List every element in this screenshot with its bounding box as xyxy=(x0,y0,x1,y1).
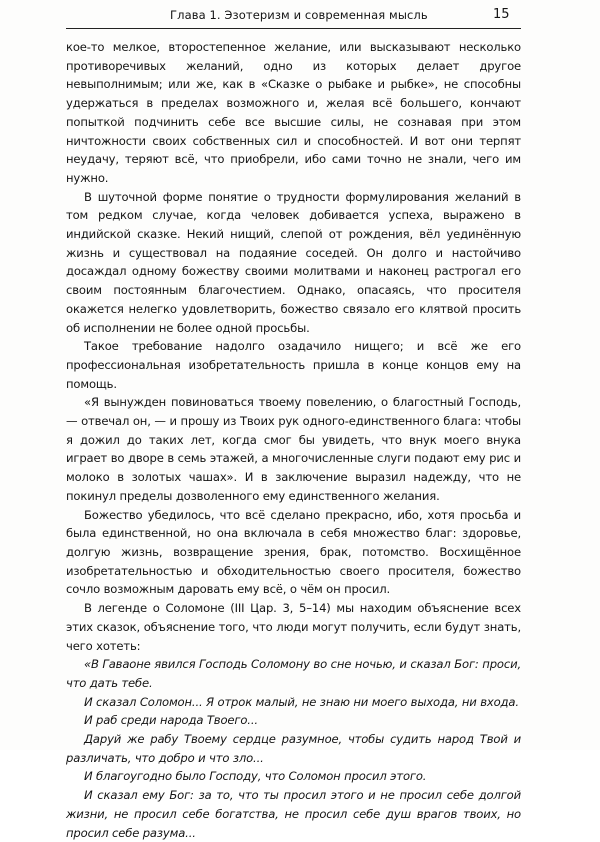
paragraph: В шуточной форме понятие о трудности формулирования желаний в том редком случае, когда человек добивается успеха, выражено в индийской сказке. Некий нищий, слепой от рождения, вёл уединённую жизнь и существовал на подаяние соседей. Он долго и настойчиво досаждал одному божеству своими молитвами и наконец растрогал его своим постоянным благочестием. Однако, опасаясь, что просителя окажется нелегко удовлетворить, божество связало его клятвой просить об исполнении не более одной просьбы. xyxy=(66,189,521,335)
paragraph: В легенде о Соломоне (III Цар. 3, 5–14) мы находим объяснение всех этих сказок, объяснение того, что люди могут получить, если будут знать, чего хотеть: xyxy=(66,601,521,653)
quote-paragraph: Даруй же рабу Твоему сердце разумное, чтобы судить народ Твой и различать, что добро и что зло... xyxy=(66,732,521,765)
paragraph: «Я вынужден повиноваться твоему повелению, о благостный Господь, — отвечал он, — и прошу из Твоих рук одного-единственного блага: чтобы я дожил до таких лет, когда смог бы увидеть, что внук моего внука играет во дворе в семь этажей, а многочисленные слуги подают ему рис и молоко в золотых чашах». И в заключение выразил надежду, что не покинул пределы дозволенного ему единственного желания. xyxy=(66,395,521,503)
paragraph: Божество убедилось, что всё сделано прекрасно, ибо, хотя просьба и была единственной, но она включала в себя множество благ: здоровье, долгую жизнь, возвращение зрения, брак, потомство. Восхищённое изобретательностью и обходительностью своего просителя, божество сочло возможным даровать ему всё, о чём он просил. xyxy=(66,507,521,597)
quote-paragraph: И сказал ему Бог: за то, что ты просил этого и не просил себе долгой жизни, не просил себе богатства, не просил себе душ врагов твоих, но просил себе разума... xyxy=(66,788,521,840)
quote-paragraph: И благоугодно было Господу, что Соломон просил этого. xyxy=(84,769,427,784)
quote-paragraph: И раб среди народа Твоего... xyxy=(84,713,258,728)
quote-paragraph: «В Гаваоне явился Господь Соломону во сне ночью, и сказал Бог: проси, что дать тебе. xyxy=(66,657,521,690)
paragraph: кое-то мелкое, второстепенное желание, или высказывают несколько противоречивых желаний, одно из которых делает другое невыполнимым; или же, как в «Сказке о рыбаке и рыбке», не способны удержаться в пределах возможного и, желая всё большего, кончают попыткой подчинить себе все высшие силы, не сознавая при этом ничтожности своих собственных сил и способностей. И вот они терпят неудачу, теряют всё, что приобрели, ибо сами точно не знали, чего им нужно. xyxy=(66,40,521,185)
running-head: Глава 1. Эзотеризм и современная мысль xyxy=(170,8,428,22)
page-number: 15 xyxy=(493,7,510,22)
header-rule xyxy=(66,28,521,29)
paragraph: Такое требование надолго озадачило нищего; и всё же его профессиональная изобретательность пришла в конце концов ему на помощь. xyxy=(66,339,521,391)
body-text xyxy=(66,38,521,842)
quote-paragraph: И сказал Соломон... Я отрок малый, не знаю ни моего выхода, ни входа. xyxy=(84,694,519,709)
